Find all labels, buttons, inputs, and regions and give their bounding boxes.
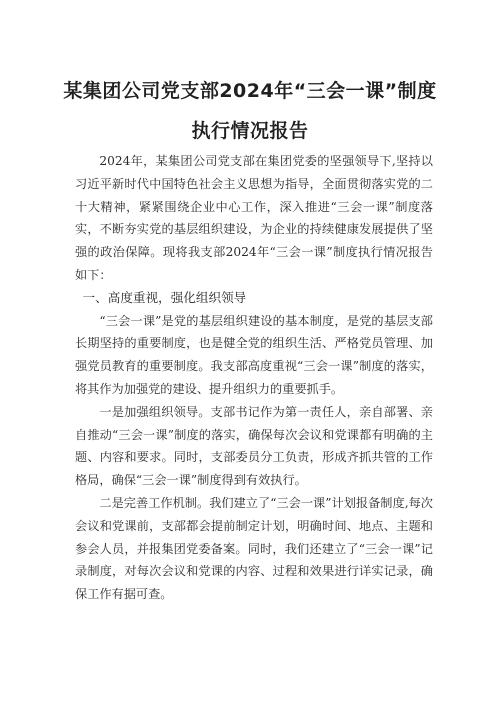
section1-paragraph-1: “三会一课”是党的基层组织建设的基本制度，是党的基层支部长期坚持的重要制度，也是健全党的组织生活、严格党员管理、加强党员教育的重要制度。我支部高度重视“三会一课”制度的落实，将其作为加强党的建设、提升组织力的重要抓手。: [75, 313, 433, 396]
intro-paragraph: 2024年，某集团公司党支部在集团党委的坚强领导下,坚持以习近平新时代中国特色社会主义思想为指导，全面贯彻落实党的二十大精神，紧紧围绕企业中心工作，深入推进“三会一课”制度落实，不断夯实党的基层组织建设，为企业的持续健康发展提供了坚强的政治保障。现将我支部2024年“三会一课”制度执行情况报告如下：: [75, 154, 433, 282]
section1-paragraph-3: 二是完善工作机制。我们建立了“三会一课”计划报备制度,每次会议和党课前，支部都会提前制定计划，明确时间、地点、主题和参会人员，并报集团党委备案。同时，我们还建立了“三会一课”记录制度，对每次会议和党课的内容、过程和效果进行详实记录，确保工作有据可查。: [75, 495, 433, 602]
document-body: [75, 150, 433, 606]
section1-paragraph-2: 一是加强组织领导。支部书记作为第一责任人，亲自部署、亲自推动“三会一课”制度的落实，确保每次会议和党课都有明确的主题、内容和要求。同时，支部委员分工负责，形成齐抓共管的工作格局，确保“三会一课”制度得到有效执行。: [75, 404, 433, 488]
document-title-line-1: 某集团公司党支部2024年“三会一课”制度: [63, 80, 437, 102]
document-title-line-2: 执行情况报告: [191, 120, 309, 142]
section-heading-1: 一、高度重视，强化组织领导: [82, 289, 247, 305]
